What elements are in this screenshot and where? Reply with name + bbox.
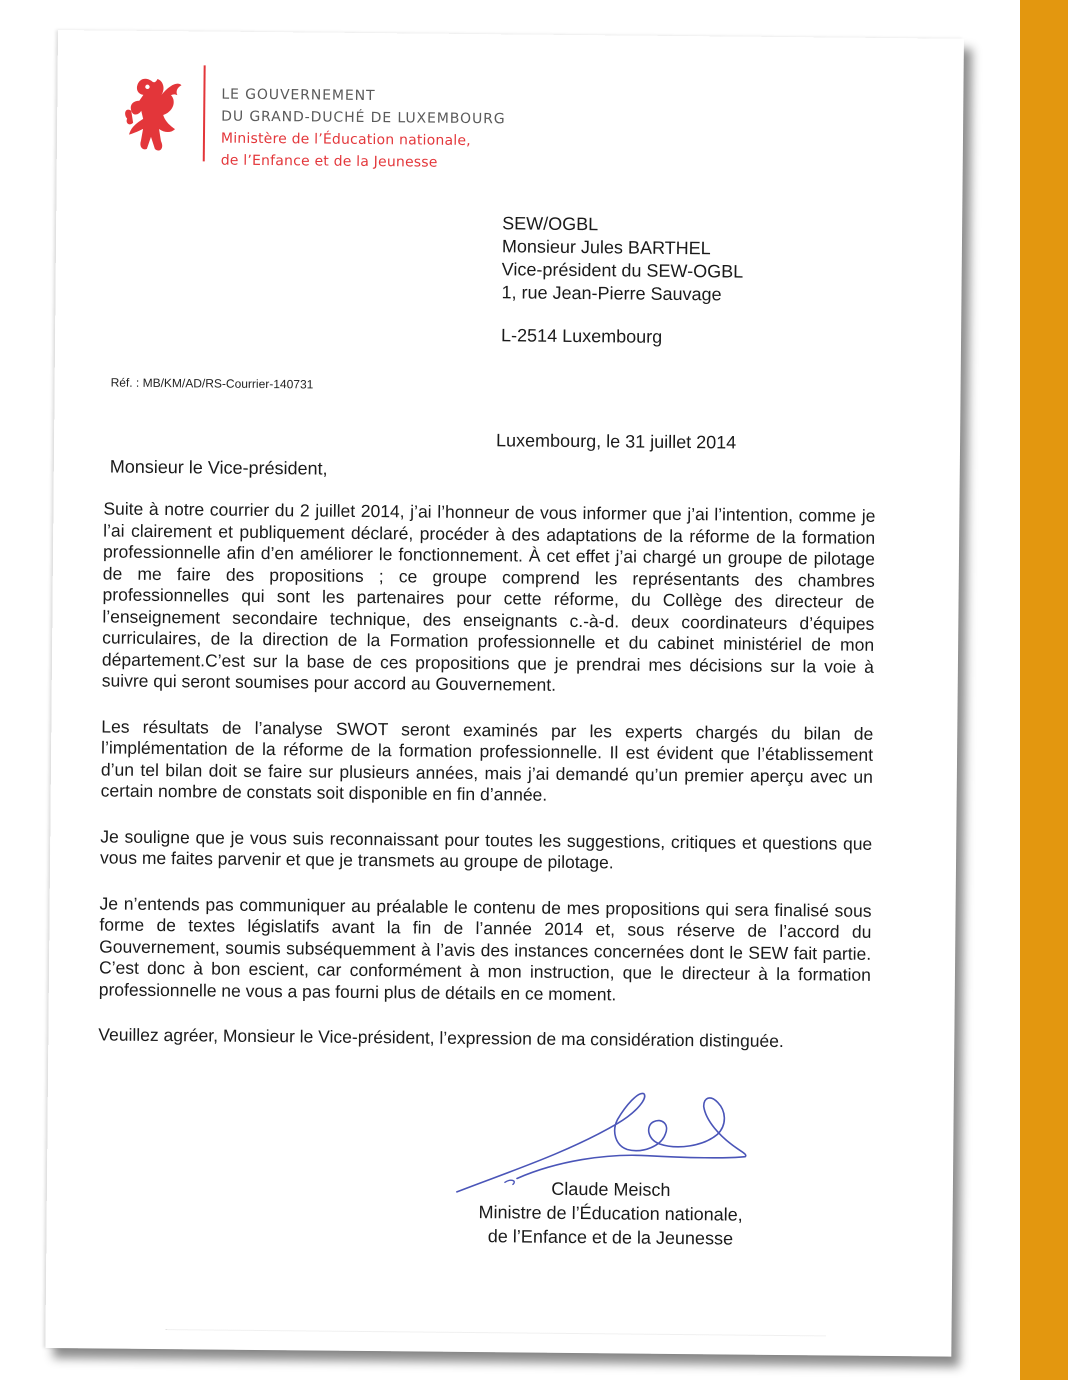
ministry-line-1: Ministère de l’Éducation nationale,: [220, 130, 471, 149]
government-line-2: DU GRAND-DUCHÉ DE LUXEMBOURG: [221, 108, 506, 128]
recipient-title: Vice-président du SEW-OGBL: [501, 259, 744, 282]
recipient-city: L-2514 Luxembourg: [500, 325, 663, 347]
reference-line: Réf. : MB/KM/AD/RS-Courrier-140731: [110, 375, 314, 392]
paragraph-2: Les résultats de l’analyse SWOT seront examinés par les experts chargés du bilan de l’implémentation de la réforme de la formation professionnelle. Il est évident que l’établissement d’un tel bilan doit se faire sur plusieurs années, mais j’ai demandé qu’un premier aperçu avec un certain nombre de constats soit disponible en fin d’année.: [100, 715, 874, 805]
salutation: Monsieur le Vice-président,: [109, 456, 328, 479]
lion-shape: [125, 79, 182, 151]
recipient-name: Monsieur Jules BARTHEL: [501, 236, 711, 259]
closing-formula: Veuillez agréer, Monsieur le Vice-président, l’expression de ma considération distinguée.: [98, 1024, 784, 1052]
letterhead-text: [221, 84, 506, 175]
letter-page: [45, 30, 964, 1357]
government-line-1: LE GOUVERNEMENT: [221, 86, 376, 105]
recipient-org: SEW/OGBL: [502, 213, 599, 235]
paragraph-3: Je souligne que je vous suis reconnaissant pour toutes les suggestions, critiques et questions que vous me faites parvenir et que je transmets au groupe de pilotage.: [99, 825, 873, 873]
signatory-block: [470, 1176, 751, 1251]
letter-body: [98, 498, 875, 1077]
lion-emblem: [121, 71, 186, 158]
letterhead-divider: [203, 65, 206, 161]
signatory-role-2: de l’Enfance et de la Jeunesse: [487, 1226, 734, 1249]
red-lion-icon: [121, 71, 186, 158]
signatory-role-1: Ministre de l’Éducation nationale,: [478, 1202, 743, 1225]
paragraph-1: Suite à notre courrier du 2 juillet 2014, j’ai l’honneur de vous informer que j’ai l’intention, comme je l’ai clairement et publiquement déclaré, procéder à des adaptations de la réforme de la formation professionnelle afin d’en améliorer le fonctionnement. À cet effet j’ai chargé un groupe de pilotage de me faire des propositions ; ce groupe comprend les représentants des chambres professionnelles qui sont les partenaires pour cette réforme, du Collège des directeur de l’enseignement secondaire technique, des enseignants c.-à-d. deux coordinateurs d’équipes curriculaires, de la direction de la Formation professionnelle et du cabinet ministériel de mon département.C’est sur la base de ces propositions que je prendrai mes décisions sur la voie à suivre qui seront soumises pour accord au Gouvernement.: [101, 498, 876, 695]
recipient-address: [501, 212, 744, 349]
letter-date: Luxembourg, le 31 juillet 2014: [495, 430, 737, 453]
signatory-name: Claude Meisch: [551, 1178, 671, 1200]
footer-faint-line: [165, 1329, 825, 1342]
orange-side-bar: [1020, 0, 1068, 1380]
recipient-street: 1, rue Jean-Pierre Sauvage: [501, 282, 722, 305]
paragraph-4: Je n’entends pas communiquer au préalable le contenu de mes propositions qui sera finalisé sous forme de textes législatifs avant la fin de l’année 2014 et, sous réserve de l’accord du Gouvernement, soumis subséquemment à l’avis des instances concernées dont le SEW fait partie. C’est donc à bon escient, car conformément à mon instruction, que le directeur à la formation professionnelle ne vous a pas fourni plus de détails en ce moment.: [98, 892, 872, 1004]
ministry-line-2: de l’Enfance et de la Jeunesse: [220, 152, 438, 171]
